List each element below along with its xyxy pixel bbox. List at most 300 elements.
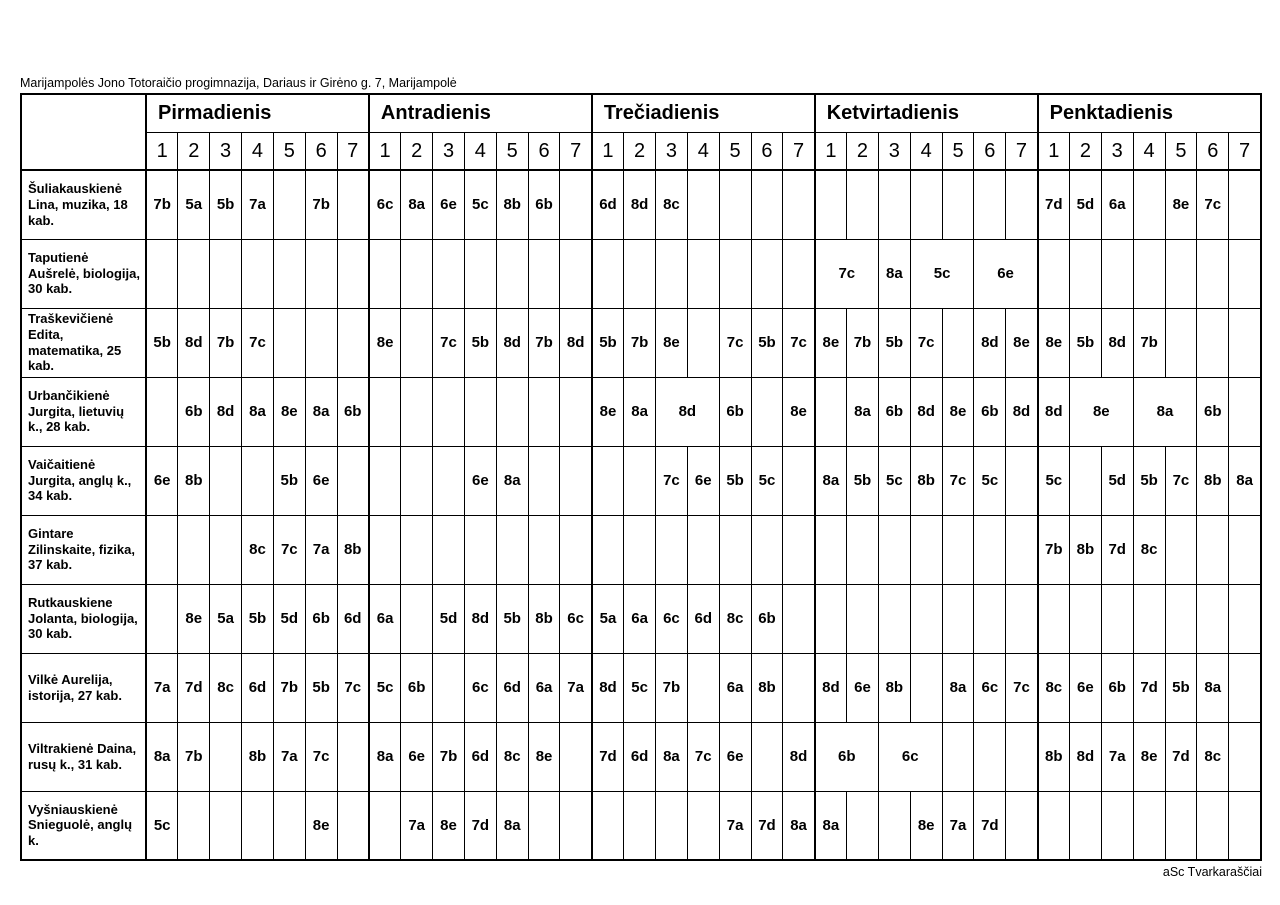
lesson-cell: 5a <box>210 584 242 653</box>
period-header: 3 <box>1101 133 1133 171</box>
empty-cell <box>751 239 783 308</box>
period-header: 3 <box>210 133 242 171</box>
lesson-cell: 7d <box>1133 653 1165 722</box>
empty-cell <box>337 239 369 308</box>
lesson-cell: 8a <box>496 446 528 515</box>
lesson-cell: 6a <box>369 584 401 653</box>
empty-cell <box>146 239 178 308</box>
lesson-cell: 6e <box>719 722 751 791</box>
lesson-cell: 6b <box>401 653 433 722</box>
lesson-cell: 6e <box>305 446 337 515</box>
empty-cell <box>560 791 592 860</box>
lesson-cell: 6b <box>1101 653 1133 722</box>
lesson-cell: 5b <box>1165 653 1197 722</box>
lesson-cell: 7d <box>751 791 783 860</box>
empty-cell <box>719 515 751 584</box>
lesson-cell: 8e <box>1133 722 1165 791</box>
lesson-cell: 8d <box>464 584 496 653</box>
empty-cell <box>910 653 942 722</box>
lesson-cell: 8e <box>592 377 624 446</box>
lesson-cell: 7b <box>1133 308 1165 377</box>
empty-cell <box>1165 515 1197 584</box>
teacher-cell: Gintare Zilinskaite, fizika, 37 kab. <box>21 515 146 584</box>
empty-cell <box>369 791 401 860</box>
lesson-cell: 7a <box>1101 722 1133 791</box>
lesson-cell: 7b <box>656 653 688 722</box>
lesson-cell: 8a <box>146 722 178 791</box>
lesson-cell: 6e <box>464 446 496 515</box>
empty-cell <box>560 377 592 446</box>
lesson-cell: 8e <box>910 791 942 860</box>
lesson-cell: 8e <box>1069 377 1133 446</box>
lesson-cell: 8b <box>1069 515 1101 584</box>
lesson-cell: 7c <box>656 446 688 515</box>
empty-cell <box>624 515 656 584</box>
lesson-cell: 8a <box>1197 653 1229 722</box>
lesson-cell: 6c <box>656 584 688 653</box>
empty-cell <box>815 584 847 653</box>
empty-cell <box>464 377 496 446</box>
period-header: 5 <box>496 133 528 171</box>
lesson-cell: 8c <box>210 653 242 722</box>
lesson-cell: 8a <box>401 170 433 239</box>
lesson-cell: 7c <box>273 515 305 584</box>
empty-cell <box>433 239 465 308</box>
lesson-cell: 6e <box>401 722 433 791</box>
period-header-row <box>21 133 1261 171</box>
lesson-cell: 8e <box>433 791 465 860</box>
lesson-cell: 8d <box>178 308 210 377</box>
lesson-cell: 8a <box>847 377 879 446</box>
lesson-cell: 8d <box>496 308 528 377</box>
period-header: 1 <box>146 133 178 171</box>
empty-cell <box>687 308 719 377</box>
period-header: 6 <box>751 133 783 171</box>
empty-cell <box>783 446 815 515</box>
lesson-cell: 8d <box>656 377 720 446</box>
empty-cell <box>1069 239 1101 308</box>
period-header: 5 <box>273 133 305 171</box>
empty-cell <box>305 308 337 377</box>
empty-cell <box>783 515 815 584</box>
empty-cell <box>369 515 401 584</box>
empty-cell <box>719 170 751 239</box>
teacher-row <box>21 377 1261 446</box>
teacher-cell: Urbančikienė Jurgita, lietuvių k., 28 kab. <box>21 377 146 446</box>
empty-cell <box>146 377 178 446</box>
lesson-cell: 7b <box>1038 515 1070 584</box>
lesson-cell: 5c <box>1038 446 1070 515</box>
lesson-cell: 6d <box>496 653 528 722</box>
lesson-cell: 7c <box>1197 170 1229 239</box>
empty-cell <box>496 239 528 308</box>
lesson-cell: 8c <box>1038 653 1070 722</box>
empty-cell <box>974 515 1006 584</box>
lesson-cell: 8d <box>1101 308 1133 377</box>
empty-cell <box>751 377 783 446</box>
lesson-cell: 6b <box>815 722 879 791</box>
empty-cell <box>656 791 688 860</box>
period-header: 4 <box>242 133 274 171</box>
empty-cell <box>1229 653 1261 722</box>
empty-cell <box>1069 584 1101 653</box>
lesson-cell: 7a <box>719 791 751 860</box>
empty-cell <box>210 791 242 860</box>
teacher-row <box>21 446 1261 515</box>
day-header: Antradienis <box>369 94 592 133</box>
lesson-cell: 5b <box>464 308 496 377</box>
empty-cell <box>878 584 910 653</box>
period-header: 4 <box>910 133 942 171</box>
empty-cell <box>401 239 433 308</box>
empty-cell <box>974 722 1006 791</box>
period-header: 5 <box>942 133 974 171</box>
lesson-cell: 6b <box>305 584 337 653</box>
period-header: 2 <box>178 133 210 171</box>
empty-cell <box>878 791 910 860</box>
period-header: 7 <box>337 133 369 171</box>
lesson-cell: 7a <box>273 722 305 791</box>
lesson-cell: 5b <box>146 308 178 377</box>
period-header: 6 <box>528 133 560 171</box>
teacher-cell: Taputienė Aušrelė, biologija, 30 kab. <box>21 239 146 308</box>
empty-cell <box>146 515 178 584</box>
timetable-table <box>20 93 1262 861</box>
lesson-cell: 5c <box>751 446 783 515</box>
period-header: 4 <box>687 133 719 171</box>
lesson-cell: 5b <box>719 446 751 515</box>
lesson-cell: 6d <box>687 584 719 653</box>
lesson-cell: 7b <box>433 722 465 791</box>
lesson-cell: 7c <box>815 239 879 308</box>
lesson-cell: 5c <box>878 446 910 515</box>
lesson-cell: 6e <box>847 653 879 722</box>
empty-cell <box>242 446 274 515</box>
lesson-cell: 6c <box>464 653 496 722</box>
empty-cell <box>1038 584 1070 653</box>
empty-cell <box>1133 239 1165 308</box>
empty-cell <box>1006 722 1038 791</box>
empty-cell <box>1229 308 1261 377</box>
empty-cell <box>1197 791 1229 860</box>
lesson-cell: 7d <box>464 791 496 860</box>
empty-cell <box>1229 170 1261 239</box>
lesson-cell: 8d <box>624 170 656 239</box>
lesson-cell: 6a <box>1101 170 1133 239</box>
empty-cell <box>1165 791 1197 860</box>
empty-cell <box>401 584 433 653</box>
period-header: 2 <box>624 133 656 171</box>
lesson-cell: 7c <box>910 308 942 377</box>
lesson-cell: 8a <box>1229 446 1261 515</box>
lesson-cell: 8a <box>624 377 656 446</box>
lesson-cell: 8a <box>1133 377 1197 446</box>
empty-cell <box>847 791 879 860</box>
lesson-cell: 6c <box>878 722 942 791</box>
empty-cell <box>560 239 592 308</box>
lesson-cell: 7b <box>146 170 178 239</box>
empty-cell <box>687 239 719 308</box>
timetable-header <box>21 94 1261 170</box>
empty-cell <box>242 239 274 308</box>
period-header: 1 <box>369 133 401 171</box>
lesson-cell: 7b <box>528 308 560 377</box>
empty-cell <box>1069 446 1101 515</box>
empty-cell <box>942 170 974 239</box>
empty-cell <box>210 515 242 584</box>
lesson-cell: 6b <box>974 377 1006 446</box>
lesson-cell: 8e <box>1165 170 1197 239</box>
lesson-cell: 6a <box>528 653 560 722</box>
lesson-cell: 5c <box>910 239 974 308</box>
empty-cell <box>815 515 847 584</box>
empty-cell <box>1229 239 1261 308</box>
lesson-cell: 8a <box>783 791 815 860</box>
empty-cell <box>401 377 433 446</box>
empty-cell <box>369 446 401 515</box>
lesson-cell: 6e <box>1069 653 1101 722</box>
lesson-cell: 8d <box>910 377 942 446</box>
lesson-cell: 8b <box>751 653 783 722</box>
period-header: 1 <box>1038 133 1070 171</box>
empty-cell <box>783 584 815 653</box>
empty-cell <box>146 584 178 653</box>
empty-cell <box>560 170 592 239</box>
lesson-cell: 5c <box>974 446 1006 515</box>
period-header: 7 <box>560 133 592 171</box>
lesson-cell: 8d <box>1006 377 1038 446</box>
day-header: Penktadienis <box>1038 94 1261 133</box>
empty-cell <box>942 308 974 377</box>
period-header: 7 <box>783 133 815 171</box>
empty-cell <box>1006 584 1038 653</box>
lesson-cell: 8e <box>1006 308 1038 377</box>
lesson-cell: 8c <box>1197 722 1229 791</box>
lesson-cell: 5d <box>1069 170 1101 239</box>
empty-cell <box>910 170 942 239</box>
empty-cell <box>273 791 305 860</box>
lesson-cell: 7a <box>560 653 592 722</box>
lesson-cell: 8a <box>656 722 688 791</box>
empty-cell <box>401 515 433 584</box>
lesson-cell: 5b <box>210 170 242 239</box>
empty-cell <box>401 446 433 515</box>
lesson-cell: 7c <box>242 308 274 377</box>
empty-cell <box>592 791 624 860</box>
period-header: 7 <box>1229 133 1261 171</box>
empty-cell <box>433 377 465 446</box>
lesson-cell: 6e <box>146 446 178 515</box>
period-header: 5 <box>719 133 751 171</box>
empty-cell <box>1229 515 1261 584</box>
lesson-cell: 6b <box>751 584 783 653</box>
lesson-cell: 7c <box>719 308 751 377</box>
empty-cell <box>210 722 242 791</box>
empty-cell <box>592 515 624 584</box>
empty-cell <box>592 239 624 308</box>
day-header: Trečiadienis <box>592 94 815 133</box>
teacher-cell: Šuliakauskienė Lina, muzika, 18 kab. <box>21 170 146 239</box>
empty-cell <box>1229 584 1261 653</box>
lesson-cell: 8e <box>656 308 688 377</box>
lesson-cell: 5c <box>624 653 656 722</box>
lesson-cell: 7a <box>146 653 178 722</box>
lesson-cell: 7c <box>783 308 815 377</box>
empty-cell <box>496 377 528 446</box>
empty-cell <box>433 446 465 515</box>
empty-cell <box>1101 239 1133 308</box>
lesson-cell: 8c <box>496 722 528 791</box>
empty-cell <box>878 170 910 239</box>
lesson-cell: 7b <box>305 170 337 239</box>
empty-cell <box>751 722 783 791</box>
lesson-cell: 8b <box>1197 446 1229 515</box>
lesson-cell: 8a <box>815 446 847 515</box>
period-header: 4 <box>464 133 496 171</box>
lesson-cell: 8e <box>305 791 337 860</box>
lesson-cell: 8b <box>1038 722 1070 791</box>
lesson-cell: 6d <box>624 722 656 791</box>
empty-cell <box>178 515 210 584</box>
empty-cell <box>719 239 751 308</box>
asc-brand-label: aSc Tvarkaraščiai <box>1162 865 1262 879</box>
empty-cell <box>878 515 910 584</box>
empty-cell <box>910 584 942 653</box>
teacher-row <box>21 308 1261 377</box>
empty-cell <box>560 446 592 515</box>
lesson-cell: 5d <box>1101 446 1133 515</box>
lesson-cell: 8d <box>783 722 815 791</box>
lesson-cell: 5b <box>305 653 337 722</box>
empty-cell <box>847 515 879 584</box>
lesson-cell: 5b <box>1133 446 1165 515</box>
lesson-cell: 6c <box>974 653 1006 722</box>
empty-cell <box>1133 791 1165 860</box>
lesson-cell: 5b <box>592 308 624 377</box>
lesson-cell: 7b <box>178 722 210 791</box>
lesson-cell: 7d <box>974 791 1006 860</box>
lesson-cell: 8b <box>496 170 528 239</box>
lesson-cell: 8a <box>878 239 910 308</box>
lesson-cell: 8a <box>305 377 337 446</box>
teacher-cell: Vaičaitienė Jurgita, anglų k., 34 kab. <box>21 446 146 515</box>
lesson-cell: 7d <box>178 653 210 722</box>
lesson-cell: 8e <box>783 377 815 446</box>
lesson-cell: 6d <box>464 722 496 791</box>
teacher-row <box>21 239 1261 308</box>
corner-cell <box>21 94 146 170</box>
lesson-cell: 5b <box>1069 308 1101 377</box>
empty-cell <box>528 239 560 308</box>
lesson-cell: 8d <box>974 308 1006 377</box>
lesson-cell: 8d <box>1038 377 1070 446</box>
lesson-cell: 6e <box>433 170 465 239</box>
empty-cell <box>942 722 974 791</box>
lesson-cell: 7a <box>942 791 974 860</box>
empty-cell <box>624 446 656 515</box>
period-header: 2 <box>401 133 433 171</box>
empty-cell <box>528 377 560 446</box>
lesson-cell: 6d <box>242 653 274 722</box>
teacher-row <box>21 653 1261 722</box>
period-header: 2 <box>847 133 879 171</box>
empty-cell <box>624 791 656 860</box>
period-header: 2 <box>1069 133 1101 171</box>
teacher-cell: Rutkauskiene Jolanta, biologija, 30 kab. <box>21 584 146 653</box>
lesson-cell: 6a <box>719 653 751 722</box>
lesson-cell: 7a <box>305 515 337 584</box>
empty-cell <box>656 239 688 308</box>
empty-cell <box>1165 584 1197 653</box>
lesson-cell: 5b <box>878 308 910 377</box>
lesson-cell: 5b <box>273 446 305 515</box>
empty-cell <box>815 377 847 446</box>
empty-cell <box>560 722 592 791</box>
lesson-cell: 6c <box>369 170 401 239</box>
empty-cell <box>464 515 496 584</box>
lesson-cell: 7c <box>942 446 974 515</box>
period-header: 5 <box>1165 133 1197 171</box>
lesson-cell: 6a <box>624 584 656 653</box>
lesson-cell: 8a <box>496 791 528 860</box>
empty-cell <box>1133 584 1165 653</box>
empty-cell <box>210 239 242 308</box>
teacher-cell: Traškevičienė Edita, matematika, 25 kab. <box>21 308 146 377</box>
lesson-cell: 7b <box>624 308 656 377</box>
lesson-cell: 8b <box>878 653 910 722</box>
empty-cell <box>656 515 688 584</box>
lesson-cell: 8a <box>815 791 847 860</box>
lesson-cell: 8c <box>1133 515 1165 584</box>
empty-cell <box>305 239 337 308</box>
empty-cell <box>1197 584 1229 653</box>
empty-cell <box>687 653 719 722</box>
empty-cell <box>974 170 1006 239</box>
empty-cell <box>815 170 847 239</box>
timetable-body <box>21 170 1261 860</box>
teacher-row <box>21 722 1261 791</box>
lesson-cell: 5d <box>433 584 465 653</box>
empty-cell <box>337 722 369 791</box>
empty-cell <box>1006 791 1038 860</box>
empty-cell <box>1038 239 1070 308</box>
lesson-cell: 8c <box>242 515 274 584</box>
empty-cell <box>687 170 719 239</box>
empty-cell <box>1006 515 1038 584</box>
empty-cell <box>910 515 942 584</box>
lesson-cell: 8c <box>719 584 751 653</box>
teacher-cell: Viltrakienė Daina, rusų k., 31 kab. <box>21 722 146 791</box>
teacher-row <box>21 791 1261 860</box>
empty-cell <box>1101 584 1133 653</box>
empty-cell <box>974 584 1006 653</box>
lesson-cell: 6e <box>974 239 1038 308</box>
lesson-cell: 6b <box>878 377 910 446</box>
empty-cell <box>433 653 465 722</box>
empty-cell <box>369 377 401 446</box>
day-header: Ketvirtadienis <box>815 94 1038 133</box>
lesson-cell: 8e <box>528 722 560 791</box>
teacher-row <box>21 170 1261 239</box>
lesson-cell: 8a <box>369 722 401 791</box>
lesson-cell: 6c <box>560 584 592 653</box>
period-header: 7 <box>1006 133 1038 171</box>
empty-cell <box>560 515 592 584</box>
empty-cell <box>1197 239 1229 308</box>
empty-cell <box>401 308 433 377</box>
lesson-cell: 6b <box>528 170 560 239</box>
lesson-cell: 8d <box>560 308 592 377</box>
